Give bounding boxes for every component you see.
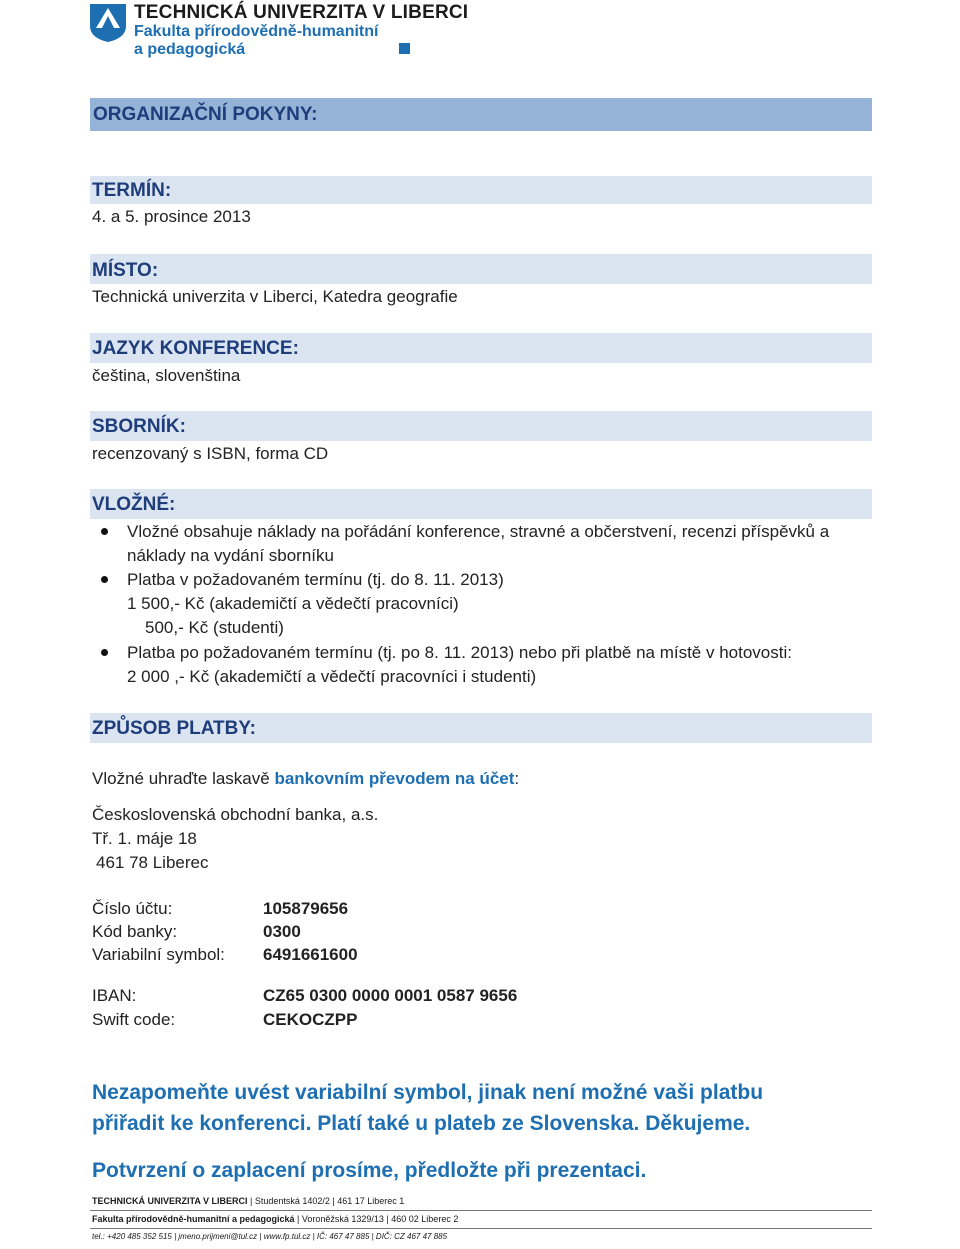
logo-square-mark xyxy=(399,43,410,54)
reminder-line1: Nezapomeňte uvést variabilní symbol, jinak není možné vaši platbu xyxy=(92,1081,764,1104)
section-heading-zpusob: ZPŮSOB PLATBY: xyxy=(92,718,256,739)
footer-faculty-address: | Voroněžská 1329/13 | 460 02 Liberec 2 xyxy=(294,1214,459,1224)
footer-university-address: | Studentská 1402/2 | 461 17 Liberec 1 xyxy=(247,1196,405,1206)
sbornik-value: recenzovaný s ISBN, forma CD xyxy=(92,444,329,463)
confirmation-note: Potvrzení o zaplacení prosíme, předložte při prezentaci. xyxy=(92,1159,647,1182)
termin-value: 4. a 5. prosince 2013 xyxy=(92,207,251,226)
payment-method-highlight: bankovním převodem na účet xyxy=(274,769,515,788)
reminder-line2: přiřadit ke konferenci. Platí také u plateb ze Slovenska. Děkujeme. xyxy=(92,1112,751,1135)
misto-value: Technická univerzita v Liberci, Katedra geografie xyxy=(92,287,458,306)
footer-contacts: tel.: +420 485 352 515 | jmeno.prijmeni@tul.cz | www.fp.tul.cz | IČ: 467 47 885 | DIČ: CZ 467 47 885 xyxy=(92,1232,448,1241)
footer-university-name: TECHNICKÁ UNIVERZITA V LIBERCI xyxy=(92,1196,248,1206)
account-number-value: 105879656 xyxy=(263,899,349,918)
bank-code-value: 0300 xyxy=(263,922,301,941)
iban-label: IBAN: xyxy=(92,986,137,1005)
payment-intro xyxy=(92,769,519,789)
bullet-icon xyxy=(101,649,108,656)
bank-city: 461 78 Liberec xyxy=(96,853,209,872)
section-heading-vlozne: VLOŽNÉ: xyxy=(92,494,176,515)
variable-symbol-label: Variabilní symbol: xyxy=(92,945,225,964)
footer-university-line xyxy=(92,1196,404,1206)
bank-name: Československá obchodní banka, a.s. xyxy=(92,805,379,824)
page-title: ORGANIZAČNÍ POKYNY: xyxy=(93,104,318,125)
account-number-label: Číslo účtu: xyxy=(92,899,173,918)
bank-code-label: Kód banky: xyxy=(92,922,178,941)
footer-faculty-name: Fakulta přírodovědně-humanitní a pedagogická xyxy=(92,1214,295,1224)
logo-faculty-name xyxy=(134,23,378,59)
vlozne-item2-line3: 500,- Kč (studenti) xyxy=(145,618,284,637)
logo-faculty-line2: a pedagogická xyxy=(134,41,246,58)
payment-intro-end: : xyxy=(514,769,520,788)
footer-divider xyxy=(90,1210,872,1211)
vlozne-item2-line1: Platba v požadovaném termínu (tj. do 8. 11. 2013) xyxy=(127,570,504,589)
section-heading-sbornik: SBORNÍK: xyxy=(92,416,186,437)
vlozne-item1-line1: Vložné obsahuje náklady na pořádání konference, stravné a občerstvení, recenzi příspěvků a xyxy=(127,522,830,541)
section-heading-misto: MÍSTO: xyxy=(92,260,159,281)
section-bar-vlozne xyxy=(90,489,872,519)
section-heading-jazyk: JAZYK KONFERENCE: xyxy=(92,338,299,359)
section-bar-sbornik xyxy=(90,411,872,441)
section-bar-termin xyxy=(90,176,872,204)
variable-symbol-value: 6491661600 xyxy=(263,945,358,964)
logo-faculty-line1: Fakulta přírodovědně-humanitní xyxy=(134,23,379,40)
bullet-icon xyxy=(101,528,108,535)
logo-university-name: TECHNICKÁ UNIVERZITA V LIBERCI xyxy=(134,2,469,23)
bullet-icon xyxy=(101,576,108,583)
jazyk-value: čeština, slovenština xyxy=(92,366,241,385)
university-emblem-icon xyxy=(90,4,126,42)
section-heading-termin: TERMÍN: xyxy=(92,180,172,201)
vlozne-item2-line2: 1 500,- Kč (akademičtí a vědečtí pracovníci) xyxy=(127,594,459,613)
section-bar-misto xyxy=(90,254,872,284)
footer-faculty-line xyxy=(92,1214,458,1224)
bank-street: Tř. 1. máje 18 xyxy=(92,829,197,848)
university-logo xyxy=(90,2,469,62)
vlozne-item3-line1: Platba po požadovaném termínu (tj. po 8. 11. 2013) nebo při platbě na místě v hotovosti: xyxy=(127,643,792,662)
footer-divider xyxy=(90,1228,872,1229)
payment-intro-text: Vložné uhraďte laskavě xyxy=(92,769,275,788)
vlozne-item1-line2: náklady na vydání sborníku xyxy=(127,546,334,565)
swift-label: Swift code: xyxy=(92,1010,176,1029)
iban-value: CZ65 0300 0000 0001 0587 9656 xyxy=(263,986,518,1005)
swift-value: CEKOCZPP xyxy=(263,1010,358,1029)
vlozne-item3-line2: 2 000 ,- Kč (akademičtí a vědečtí pracovníci i studenti) xyxy=(127,667,537,686)
